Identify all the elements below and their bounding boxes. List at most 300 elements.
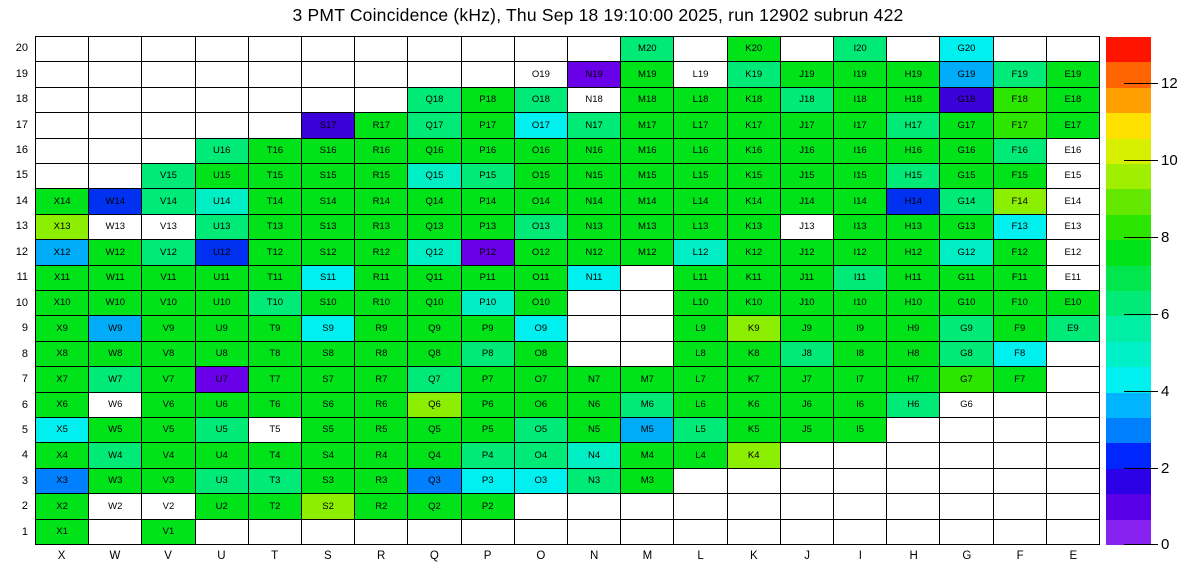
cell-R5: R5 [355,418,408,443]
cell-G5 [940,418,993,443]
cell-U2: U2 [196,494,249,519]
cell-Q16: Q16 [408,139,461,164]
cell-I14: I14 [834,189,887,214]
cell-M8 [621,342,674,367]
cell-G18: G18 [940,88,993,113]
cell-E13: E13 [1047,215,1100,240]
cell-L1 [674,520,727,545]
cell-V17 [142,113,195,138]
cell-W17 [89,113,142,138]
y-axis-label-13: 13 [15,220,28,233]
cell-N9 [568,316,621,341]
cell-L11: L11 [674,266,727,291]
cell-K10: K10 [728,291,781,316]
cell-R1 [355,520,408,545]
cell-M1 [621,520,674,545]
cell-G14: G14 [940,189,993,214]
cell-K9: K9 [728,316,781,341]
cell-K19: K19 [728,62,781,87]
x-axis-label-R: R [376,550,386,562]
cell-L14: L14 [674,189,727,214]
cell-R4: R4 [355,443,408,468]
cell-M11 [621,266,674,291]
cell-H20 [887,37,940,62]
cell-X6: X6 [36,393,89,418]
cell-T16: T16 [249,139,302,164]
cell-J5: J5 [781,418,834,443]
cell-O10: O10 [515,291,568,316]
cell-P8: P8 [462,342,515,367]
cell-P17: P17 [462,113,515,138]
cell-T12: T12 [249,240,302,265]
cell-L6: L6 [674,393,727,418]
cell-P1 [462,520,515,545]
cell-L9: L9 [674,316,727,341]
colorbar-segment-8 [1106,316,1151,341]
cell-P5: P5 [462,418,515,443]
cell-Q5: Q5 [408,418,461,443]
cell-K14: K14 [728,189,781,214]
cell-U4: U4 [196,443,249,468]
cell-E8 [1047,342,1100,367]
cell-I4 [834,443,887,468]
cell-M5: M5 [621,418,674,443]
cell-O19: O19 [515,62,568,87]
cell-W19 [89,62,142,87]
cell-L19: L19 [674,62,727,87]
cell-R12: R12 [355,240,408,265]
cell-M10 [621,291,674,316]
cell-N13: N13 [568,215,621,240]
cell-Q7: Q7 [408,367,461,392]
cell-J18: J18 [781,88,834,113]
cell-W16 [89,139,142,164]
cell-E9: E9 [1047,316,1100,341]
cell-Q15: Q15 [408,164,461,189]
cell-I12: I12 [834,240,887,265]
cell-T3: T3 [249,469,302,494]
cell-E1 [1047,520,1100,545]
colorbar-tick-8 [1124,237,1158,238]
cell-G12: G12 [940,240,993,265]
cell-T19 [249,62,302,87]
cell-J10: J10 [781,291,834,316]
cell-L4: L4 [674,443,727,468]
cell-R6: R6 [355,393,408,418]
cell-H6: H6 [887,393,940,418]
x-axis-label-P: P [483,550,492,562]
cell-W18 [89,88,142,113]
cell-S10: S10 [302,291,355,316]
cell-Q17: Q17 [408,113,461,138]
cell-T4: T4 [249,443,302,468]
cell-F13: F13 [994,215,1047,240]
y-axis-label-5: 5 [21,423,28,436]
cell-I10: I10 [834,291,887,316]
cell-N17: N17 [568,113,621,138]
cell-O5: O5 [515,418,568,443]
cell-V18 [142,88,195,113]
y-axis-label-14: 14 [15,194,28,207]
cell-H19: H19 [887,62,940,87]
cell-P18: P18 [462,88,515,113]
cell-F9: F9 [994,316,1047,341]
y-axis-label-6: 6 [21,398,28,411]
cell-E16: E16 [1047,139,1100,164]
cell-H15: H15 [887,164,940,189]
cell-F20 [994,37,1047,62]
colorbar-segment-11 [1106,240,1151,265]
cell-R18 [355,88,408,113]
cell-E3 [1047,469,1100,494]
cell-M9 [621,316,674,341]
cell-H5 [887,418,940,443]
cell-R7: R7 [355,367,408,392]
x-axis-label-U: U [217,550,226,562]
x-axis-label-E: E [1069,550,1078,562]
cell-L15: L15 [674,164,727,189]
cell-V20 [142,37,195,62]
cell-L18: L18 [674,88,727,113]
y-axis-label-18: 18 [15,93,28,106]
cell-K1 [728,520,781,545]
cell-F16: F16 [994,139,1047,164]
cell-O7: O7 [515,367,568,392]
cell-N20 [568,37,621,62]
cell-G11: G11 [940,266,993,291]
cell-U13: U13 [196,215,249,240]
cell-T20 [249,37,302,62]
cell-H12: H12 [887,240,940,265]
cell-U15: U15 [196,164,249,189]
colorbar-tick-6 [1124,314,1158,315]
cell-I9: I9 [834,316,887,341]
cell-V5: V5 [142,418,195,443]
cell-S19 [302,62,355,87]
cell-V19 [142,62,195,87]
cell-I17: I17 [834,113,887,138]
cell-I1 [834,520,887,545]
cell-L10: L10 [674,291,727,316]
cell-T9: T9 [249,316,302,341]
cell-Q14: Q14 [408,189,461,214]
cell-U7: U7 [196,367,249,392]
cell-E14: E14 [1047,189,1100,214]
cell-W12: W12 [89,240,142,265]
cell-W8: W8 [89,342,142,367]
cell-G2 [940,494,993,519]
cell-T6: T6 [249,393,302,418]
cell-R14: R14 [355,189,408,214]
cell-Q12: Q12 [408,240,461,265]
cell-P15: P15 [462,164,515,189]
cell-S16: S16 [302,139,355,164]
cell-H9: H9 [887,316,940,341]
cell-H18: H18 [887,88,940,113]
cell-J7: J7 [781,367,834,392]
cell-R16: R16 [355,139,408,164]
cell-M17: M17 [621,113,674,138]
cell-W20 [89,37,142,62]
colorbar-segment-5 [1106,393,1151,418]
cell-I6: I6 [834,393,887,418]
cell-Q8: Q8 [408,342,461,367]
cell-R2: R2 [355,494,408,519]
cell-X12: X12 [36,240,89,265]
cell-U14: U14 [196,189,249,214]
cell-M20: M20 [621,37,674,62]
cell-O15: O15 [515,164,568,189]
cell-N11: N11 [568,266,621,291]
cell-F11: F11 [994,266,1047,291]
cell-E6 [1047,393,1100,418]
cell-X2: X2 [36,494,89,519]
cell-I3 [834,469,887,494]
cell-P7: P7 [462,367,515,392]
cell-I13: I13 [834,215,887,240]
cell-L5: L5 [674,418,727,443]
x-axis-label-V: V [164,550,172,562]
x-axis-label-N: N [589,550,599,562]
cell-S12: S12 [302,240,355,265]
cell-E5 [1047,418,1100,443]
cell-I20: I20 [834,37,887,62]
cell-X9: X9 [36,316,89,341]
cell-V15: V15 [142,164,195,189]
cell-L8: L8 [674,342,727,367]
cell-E18: E18 [1047,88,1100,113]
cell-X10: X10 [36,291,89,316]
cell-N12: N12 [568,240,621,265]
cell-V12: V12 [142,240,195,265]
cell-M12: M12 [621,240,674,265]
cell-F12: F12 [994,240,1047,265]
cell-Q20 [408,37,461,62]
cell-X17 [36,113,89,138]
colorbar-segment-17 [1106,88,1151,113]
cell-U8: U8 [196,342,249,367]
cell-E19: E19 [1047,62,1100,87]
cell-V14: V14 [142,189,195,214]
cell-W4: W4 [89,443,142,468]
cell-L20 [674,37,727,62]
cell-X11: X11 [36,266,89,291]
colorbar-tick-label-6: 6 [1161,306,1170,324]
cell-O11: O11 [515,266,568,291]
cell-H1 [887,520,940,545]
cell-W13: W13 [89,215,142,240]
cell-L17: L17 [674,113,727,138]
cell-S2: S2 [302,494,355,519]
cell-J12: J12 [781,240,834,265]
cell-G3 [940,469,993,494]
cell-S1 [302,520,355,545]
cell-R8: R8 [355,342,408,367]
cell-W6: W6 [89,393,142,418]
colorbar-segment-1 [1106,494,1151,519]
cell-G8: G8 [940,342,993,367]
cell-Q11: Q11 [408,266,461,291]
cell-H11: H11 [887,266,940,291]
cell-O16: O16 [515,139,568,164]
cell-N2 [568,494,621,519]
cell-G17: G17 [940,113,993,138]
x-axis-label-O: O [536,550,546,562]
cell-V13: V13 [142,215,195,240]
cell-R15: R15 [355,164,408,189]
cell-I8: I8 [834,342,887,367]
cell-F15: F15 [994,164,1047,189]
cell-X7: X7 [36,367,89,392]
cell-M19: M19 [621,62,674,87]
cell-G19: G19 [940,62,993,87]
colorbar-tick-label-8: 8 [1161,229,1170,247]
x-axis-label-W: W [109,550,121,562]
cell-T11: T11 [249,266,302,291]
cell-L2 [674,494,727,519]
cell-P14: P14 [462,189,515,214]
x-axis-label-F: F [1016,550,1024,562]
cell-P20 [462,37,515,62]
cell-V2: V2 [142,494,195,519]
x-axis-label-Q: Q [429,550,439,562]
cell-S4: S4 [302,443,355,468]
cell-K5: K5 [728,418,781,443]
colorbar-tick-12 [1124,83,1158,84]
cell-J2 [781,494,834,519]
cell-N18: N18 [568,88,621,113]
cell-W15 [89,164,142,189]
cell-N8 [568,342,621,367]
y-axis-label-3: 3 [21,474,28,487]
cell-I11: I11 [834,266,887,291]
cell-S7: S7 [302,367,355,392]
cell-S5: S5 [302,418,355,443]
heatmap-grid [35,36,1100,545]
cell-X3: X3 [36,469,89,494]
cell-N1 [568,520,621,545]
cell-H14: H14 [887,189,940,214]
colorbar-segment-6 [1106,367,1151,392]
cell-V10: V10 [142,291,195,316]
cell-K2 [728,494,781,519]
cell-P13: P13 [462,215,515,240]
cell-N5: N5 [568,418,621,443]
cell-U6: U6 [196,393,249,418]
cell-U18 [196,88,249,113]
cell-X1: X1 [36,520,89,545]
cell-T5: T5 [249,418,302,443]
cell-H3 [887,469,940,494]
cell-O4: O4 [515,443,568,468]
cell-H7: H7 [887,367,940,392]
cell-G10: G10 [940,291,993,316]
cell-G6: G6 [940,393,993,418]
cell-H4 [887,443,940,468]
cell-K3 [728,469,781,494]
cell-R17: R17 [355,113,408,138]
y-axis-label-17: 17 [15,118,28,131]
cell-J4 [781,443,834,468]
cell-S15: S15 [302,164,355,189]
cell-J9: J9 [781,316,834,341]
cell-T2: T2 [249,494,302,519]
cell-X20 [36,37,89,62]
colorbar-tick-10 [1124,160,1158,161]
cell-O17: O17 [515,113,568,138]
cell-W14: W14 [89,189,142,214]
cell-W7: W7 [89,367,142,392]
cell-O9: O9 [515,316,568,341]
cell-U16: U16 [196,139,249,164]
cell-R13: R13 [355,215,408,240]
cell-N10 [568,291,621,316]
cell-T13: T13 [249,215,302,240]
cell-O14: O14 [515,189,568,214]
cell-K11: K11 [728,266,781,291]
cell-O1 [515,520,568,545]
colorbar-segment-9 [1106,291,1151,316]
cell-M16: M16 [621,139,674,164]
x-axis-label-T: T [271,550,279,562]
cell-H16: H16 [887,139,940,164]
cell-I19: I19 [834,62,887,87]
colorbar-segment-7 [1106,342,1151,367]
cell-T17 [249,113,302,138]
colorbar-tick-2 [1124,468,1158,469]
cell-G9: G9 [940,316,993,341]
cell-S18 [302,88,355,113]
cell-K13: K13 [728,215,781,240]
cell-P16: P16 [462,139,515,164]
cell-W11: W11 [89,266,142,291]
cell-S20 [302,37,355,62]
cell-S6: S6 [302,393,355,418]
y-axis-label-15: 15 [15,169,28,182]
cell-J8: J8 [781,342,834,367]
cell-I16: I16 [834,139,887,164]
cell-S17: S17 [302,113,355,138]
colorbar-segment-2 [1106,469,1151,494]
cell-G16: G16 [940,139,993,164]
cell-L13: L13 [674,215,727,240]
cell-N14: N14 [568,189,621,214]
cell-Q2: Q2 [408,494,461,519]
cell-F6 [994,393,1047,418]
cell-P9: P9 [462,316,515,341]
cell-K12: K12 [728,240,781,265]
colorbar-segment-3 [1106,443,1151,468]
cell-V1: V1 [142,520,195,545]
cell-O13: O13 [515,215,568,240]
cell-X16 [36,139,89,164]
y-axis-label-20: 20 [15,42,28,55]
cell-O8: O8 [515,342,568,367]
cell-M13: M13 [621,215,674,240]
cell-X8: X8 [36,342,89,367]
cell-I18: I18 [834,88,887,113]
cell-E4 [1047,443,1100,468]
cell-P4: P4 [462,443,515,468]
cell-V3: V3 [142,469,195,494]
cell-U17 [196,113,249,138]
cell-R19 [355,62,408,87]
cell-I5: I5 [834,418,887,443]
cell-V7: V7 [142,367,195,392]
cell-E17: E17 [1047,113,1100,138]
cell-S3: S3 [302,469,355,494]
cell-L16: L16 [674,139,727,164]
